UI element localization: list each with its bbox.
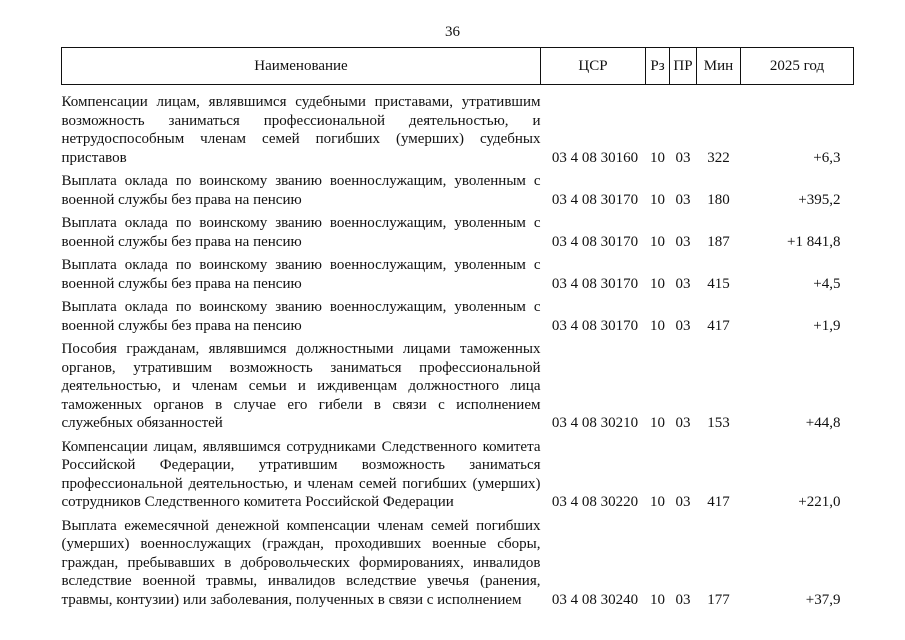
row-pr: 03 <box>675 233 691 250</box>
row-csr: 03 4 08 30170 <box>551 275 639 292</box>
row-rz: 10 <box>650 415 665 431</box>
row-rz: 10 <box>650 233 665 250</box>
row-amount: +1 841,8 <box>787 233 841 250</box>
row-min: 187 <box>707 233 730 250</box>
row-pr: 03 <box>675 591 691 608</box>
row-amount: +1,9 <box>813 317 841 334</box>
header-min: Мин <box>697 48 741 85</box>
row-min: 322 <box>707 149 730 166</box>
header-rz: Рз <box>646 48 670 85</box>
table-row <box>62 335 854 433</box>
table-row <box>62 512 854 610</box>
row-min: 417 <box>707 317 730 334</box>
row-csr: 03 4 08 30220 <box>551 494 639 510</box>
row-rz: 10 <box>650 494 665 510</box>
table-row <box>62 167 854 209</box>
row-pr: 03 <box>675 191 691 208</box>
row-pr: 03 <box>675 415 691 431</box>
row-rz: 10 <box>650 275 665 292</box>
page-number: 36 <box>445 24 460 40</box>
row-rz: 10 <box>650 191 665 208</box>
table-row <box>62 293 854 335</box>
row-name: Компенсации лицам, являвшимся судебными приставами, утратившим возможность заниматься профессиональной деятельностью, и нетрудоспособным членам семей погибших (умерших) судебных приставов <box>61 94 541 166</box>
row-csr: 03 4 08 30170 <box>551 317 639 334</box>
table-row <box>62 209 854 251</box>
row-min: 417 <box>707 494 730 510</box>
row-rz: 10 <box>650 591 665 608</box>
row-name: Выплата оклада по воинскому званию военнослужащим, уволенным с военной службы без права на пенсию <box>61 257 541 292</box>
row-pr: 03 <box>675 149 691 166</box>
header-pr: ПР <box>670 48 697 85</box>
budget-table <box>61 47 854 609</box>
row-min: 153 <box>707 415 730 431</box>
header-name: Наименование <box>62 48 541 85</box>
row-name: Выплата оклада по воинскому званию военнослужащим, уволенным с военной службы без права на пенсию <box>61 173 541 208</box>
header-year: 2025 год <box>741 48 854 85</box>
header-csr: ЦСР <box>541 48 646 85</box>
row-name: Выплата ежемесячной денежной компенсации членам семей погибших (умерших) военнослужащих (граждан, проходивших военные сборы, граждан, пребывавших в добровольческих формированиях, инвалидов вследствие военной травмы, инвалидов вследствие увечья (ранения, травмы, контузии) или заболевания, полученных в связи с исполнением <box>61 517 541 608</box>
row-amount: +37,9 <box>805 591 841 608</box>
row-pr: 03 <box>675 494 691 510</box>
row-pr: 03 <box>675 275 691 292</box>
table-row <box>62 433 854 512</box>
row-name: Выплата оклада по воинскому званию военнослужащим, уволенным с военной службы без права на пенсию <box>61 299 541 334</box>
table-header-row <box>62 48 854 85</box>
row-name: Выплата оклада по воинскому званию военнослужащим, уволенным с военной службы без права на пенсию <box>61 215 541 250</box>
row-name: Компенсации лицам, являвшимся сотрудниками Следственного комитета Российской Федерации, утратившим возможность заниматься профессиональной деятельностью, и членам семей погибших (умерших) сотрудников Следственного комитета Российской Федерации <box>61 438 541 510</box>
row-csr: 03 4 08 30170 <box>551 191 639 208</box>
row-amount: +395,2 <box>798 191 841 208</box>
table-row <box>62 251 854 293</box>
row-amount: +44,8 <box>805 415 841 431</box>
row-csr: 03 4 08 30210 <box>551 415 639 431</box>
row-csr: 03 4 08 30240 <box>551 591 639 608</box>
row-amount: +4,5 <box>813 275 841 292</box>
row-csr: 03 4 08 30160 <box>551 149 639 166</box>
table-row <box>62 85 854 168</box>
row-min: 415 <box>707 275 730 292</box>
row-pr: 03 <box>675 317 691 334</box>
row-rz: 10 <box>650 149 665 166</box>
row-rz: 10 <box>650 317 665 334</box>
row-csr: 03 4 08 30170 <box>551 233 639 250</box>
row-amount: +6,3 <box>813 149 841 166</box>
row-amount: +221,0 <box>798 494 841 510</box>
row-min: 180 <box>707 191 730 208</box>
row-min: 177 <box>707 591 730 608</box>
row-name: Пособия гражданам, являвшимся должностными лицами таможенных органов, утратившим возможность заниматься профессиональной деятельностью, и членам семьи и иждивенцам должностного лица таможенных органов в случае его гибели в связи с исполнением служебных обязанностей <box>61 341 541 431</box>
